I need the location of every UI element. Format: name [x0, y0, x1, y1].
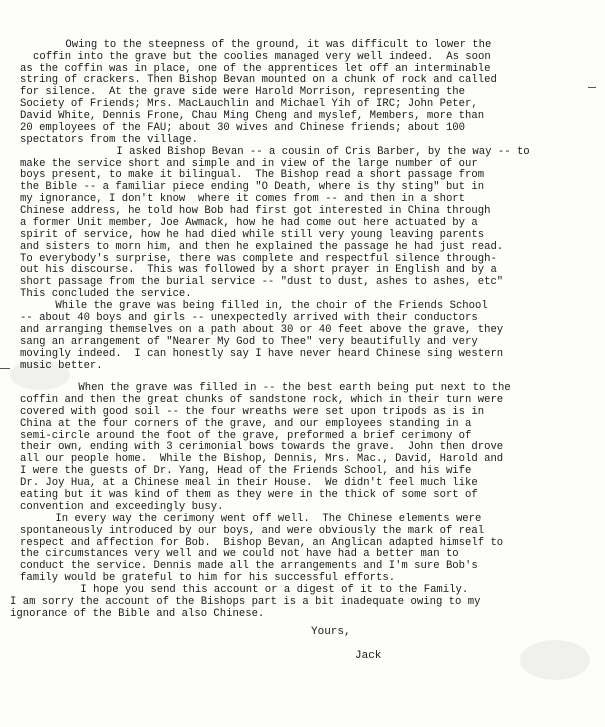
letter-line: Society of Friends; Mrs. MacLauchlin and Michael Yih of IRC; John Peter, [20, 98, 478, 110]
letter-line: their own, ending with 3 cerimonial bows towards the grave. John then drove [20, 441, 504, 453]
letter-line: spontaneously introduced by our boys, and were obviously the mark of real [20, 525, 485, 537]
letter-line: respect and affection for Bob. Bishop Bevan, an Anglican adapted himself to [20, 537, 504, 549]
letter-line: I hope you send this account or a digest of it to the Family. [55, 584, 469, 596]
letter-line: To everybody's surprise, there was complete and respectful silence through- [20, 253, 497, 265]
letter-line: as the coffin was in place, one of the apprentices let off an interminable [20, 63, 491, 75]
letter-line: boys present, to make it bilingual. The Bishop read a short passage from [20, 169, 485, 181]
letter-line: out his discourse. This was followed by a short prayer in English and by a [20, 264, 497, 276]
letter-line: convention and exceedingly busy. [20, 501, 224, 513]
letter-signature: Jack [355, 650, 382, 662]
letter-line: 20 employees of the FAU; about 30 wives and Chinese friends; about 100 [20, 122, 466, 134]
letter-line: all our people home. While the Bishop, Dennis, Mrs. Mac., David, Harold and [20, 453, 504, 465]
letter-line: music better. [20, 360, 103, 372]
letter-line: eating but it was kind of them as they were in the thick of some sort of [20, 489, 478, 501]
letter-line: I am sorry the account of the Bishops part is a bit inadequate owing to my [10, 596, 481, 608]
letter-line: the Bible -- a familiar piece ending "O Death, where is thy sting" but in [20, 181, 485, 193]
letter-line: ignorance of the Bible and also Chinese. [10, 608, 265, 620]
letter-line: my ignorance, I don't know where it comes from -- and then in a short [20, 193, 466, 205]
letter-line: I were the guests of Dr. Yang, Head of the Friends School, and his wife [20, 465, 472, 477]
letter-closing: Yours, [311, 626, 351, 638]
letter-line: When the grave was filled in -- the best earth being put next to the [53, 382, 511, 394]
letter-line: a former Unit member, Joe Awmack, how he had come out here actuated by a [20, 217, 478, 229]
letter-line: sang an arrangement of "Nearer My God to Thee" very beautifully and very [20, 336, 478, 348]
letter-line: for silence. At the grave side were Harold Morrison, representing the [20, 86, 466, 98]
letter-line: short passage from the burial service -- "dust to dust, ashes to ashes, etc" [20, 276, 504, 288]
letter-line: string of crackers. Then Bishop Bevan mounted on a chunk of rock and called [20, 74, 497, 86]
letter-line: spectators from the village. [20, 134, 199, 146]
letter-line: coffin and then the great chunks of sandstone rock, which in their turn were [20, 394, 504, 406]
letter-line: covered with good soil -- the four wreaths were set upon tripods as is in [20, 406, 485, 418]
letter-line: China at the four corners of the grave, and our employees standing in a [20, 418, 472, 430]
letter-line: conduct the service. Dennis made all the arrangements and I'm sure Bob's [20, 560, 478, 572]
letter-line: Owing to the steepness of the ground, it was difficult to lower the [40, 39, 492, 51]
letter-line: semi-circle around the foot of the grave, preformed a brief cerimony of [20, 430, 472, 442]
letter-line: -- about 40 boys and girls -- unexpectedly arrived with their conductors [20, 312, 478, 324]
letter-line: family would be grateful to him for his successful efforts. [20, 572, 396, 584]
letter-line: and arranging themselves on a path about 30 or 40 feet above the grave, they [20, 324, 504, 336]
letter-line: the circumstances very well and we could not have had a better man to [20, 548, 459, 560]
letter-line: spirit of service, how he had died while still very young leaving parents [20, 229, 485, 241]
letter-line: Dr. Joy Hua, at a Chinese meal in their House. We didn't feel much like [20, 477, 478, 489]
letter-line: make the service short and simple and in view of the large number of our [20, 158, 478, 170]
letter-line: David White, Dennis Frone, Chau Ming Cheng and myslef, Members, more than [20, 110, 485, 122]
letter-line: movingly indeed. I can honestly say I have never heard Chinese sing western [20, 348, 504, 360]
letter-line: coffin into the grave but the coolies managed very well indeed. As soon [33, 51, 491, 63]
letter-line: Chinese address, he told how Bob had first got interested in China through [20, 205, 491, 217]
letter-line: While the grave was being filled in, the choir of the Friends School [30, 300, 488, 312]
letter-line: This concluded the service. [20, 288, 192, 300]
letter-line: In every way the cerimony went off well. The Chinese elements were [30, 513, 482, 525]
letter-line: I asked Bishop Bevan -- a cousin of Cris Barber, by the way -- to [91, 146, 530, 158]
letter-line: and sisters to morn him, and then he explained the passage he had just read. [20, 241, 504, 253]
